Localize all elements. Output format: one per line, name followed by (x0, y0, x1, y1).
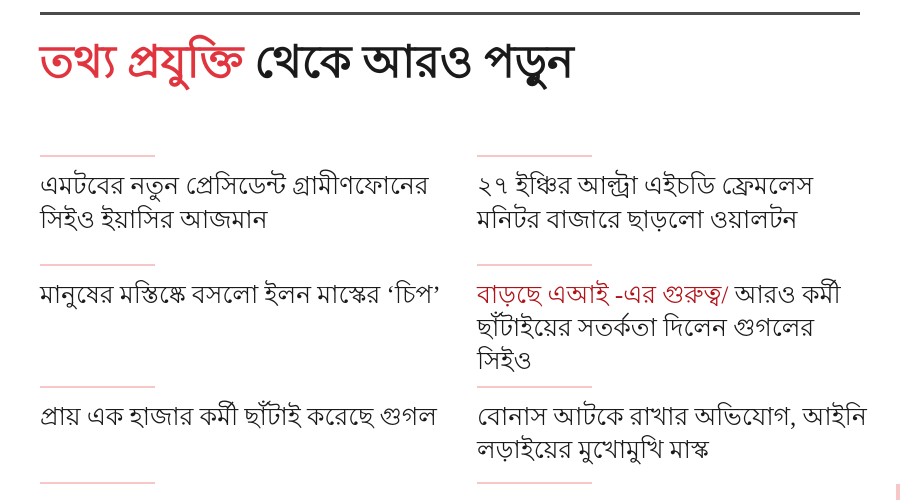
article-headline-link[interactable]: মানুষের মস্তিষ্কে বসলো ইলন মাস্কের ‘চিপ’ (40, 281, 441, 309)
item-divider (40, 482, 155, 484)
article-item (477, 264, 897, 379)
headline-text: আরও কর্মী ছাঁটাইয়ের সতর্কতা দিলেন গুগলের সিইও (477, 281, 841, 376)
article-headline-link[interactable] (477, 279, 867, 379)
article-item (477, 155, 897, 237)
article-headline-link[interactable]: বোনাস আটকে রাখার অভিযোগ, আইনি লড়াইয়ের মুখোমুখি মাস্ক (477, 403, 867, 464)
article-headline-link[interactable]: প্রায় এক হাজার কর্মী ছাঁটাই করেছে গুগল (40, 403, 437, 431)
item-divider (40, 386, 155, 388)
right-edge-artifact (896, 484, 900, 500)
article-item (477, 386, 897, 468)
item-divider (40, 264, 155, 266)
headline-kicker[interactable]: বাড়ছে এআই -এর গুরুত্ব/ (477, 281, 729, 309)
item-divider (477, 155, 592, 157)
item-divider (477, 482, 592, 484)
article-headline-link[interactable]: ২৭ ইঞ্চির আল্ট্রা এইচডি ফ্রেমলেস মনিটর বাজারে ছাড়লো ওয়ালটন (477, 173, 814, 234)
next-row-partial (40, 482, 900, 484)
item-divider (477, 386, 592, 388)
item-divider (477, 264, 592, 266)
item-divider (40, 155, 155, 157)
section-title-category-link[interactable]: তথ্য প্রযুক্তি (40, 37, 244, 87)
article-item (40, 155, 477, 237)
article-headline-link[interactable]: এমটবের নতুন প্রেসিডেন্ট গ্রামীণফোনের সিইও ইয়াসির আজমান (40, 173, 429, 234)
section-top-rule (40, 12, 860, 15)
section-title-suffix: থেকে আরও পড়ুন (243, 37, 574, 87)
section-title (40, 30, 900, 95)
article-item (40, 264, 477, 379)
article-grid (40, 155, 900, 482)
article-item (40, 386, 477, 468)
tech-news-section (0, 12, 900, 500)
